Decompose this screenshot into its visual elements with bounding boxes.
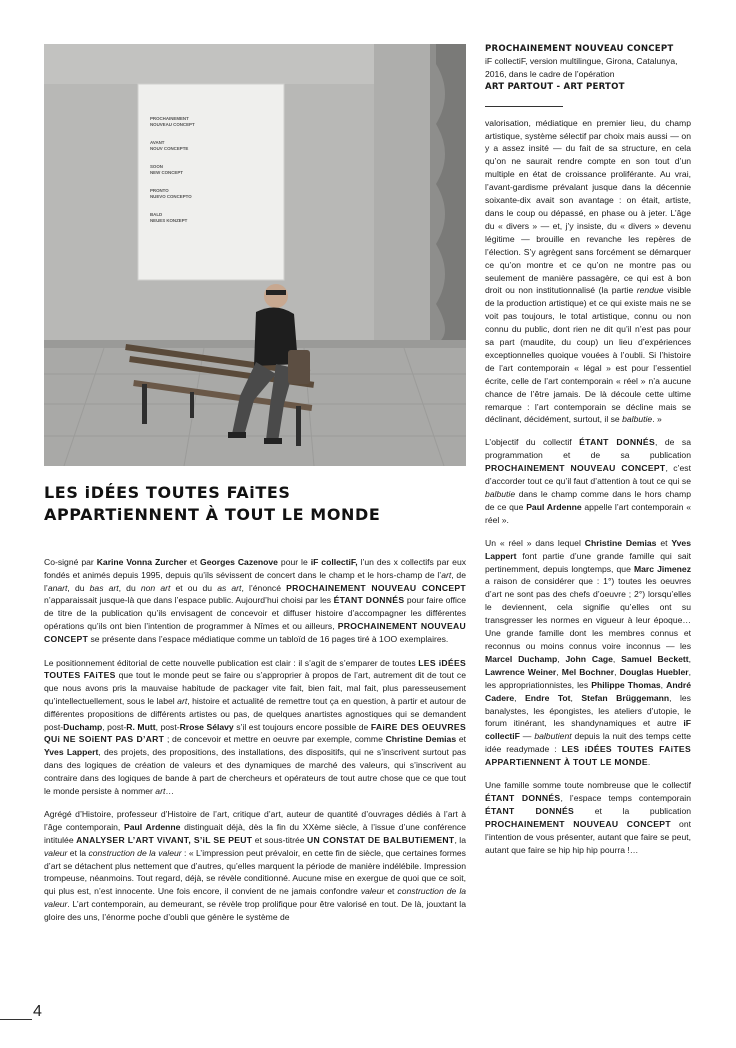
text-run: visible de la production artistique) et ce qui existe mais ne se voit pas toujours, le total artistique, connu ou non connu du public, dont rien ne dit qu’il n’est pas pour sa part (maudite, du coup) un lieu d’expériences exceptionnelles quoique vouées à l’oubli. Si l’histoire de l’art contemporain « légal » est pour l’essentiel écrite, celle de l’art contemporain « réel » n’a aucune chance de l’être jamais. De là découle cette ultime remarque : l’art contemporain se décline mais se déclinant, décidément, surtout, il se	[485, 285, 691, 425]
text-run: John Cage	[565, 653, 613, 664]
text-run: construction de la valeur	[88, 847, 182, 858]
text-run: n’apparaissait jusque-là que dans l’espace public. Aujourd’hui choisi par les	[44, 595, 334, 606]
text-run: ANALYSER L’ART ViVANT, S’iL SE PEUT	[76, 834, 253, 845]
text-run: ,	[570, 692, 582, 703]
text-run: a raison de considérer que : 1°) toutes les oeuvres d’art ne sont pas des chefs d’oeuvre ; 2°) lorsqu’elles le deviennent, cela signifie qu’elles ont su transgresser les normes en vigueur à leur époque… Une grande famille dont les membres connus et reconnus ou moins connus voire inconnus — les	[485, 576, 691, 651]
text-run: PROCHAINEMENT NOUVEAU CONCEPT	[44, 620, 466, 644]
caption-operation: ART PARTOUT - ART PERTOT	[485, 82, 625, 93]
text-run: Agrégé d’Histoire, professeur d’Histoire de l’art, critique d’art, auteur de quantité d’ouvrages dédiés à l’art à l’âge contemporain,	[44, 809, 466, 833]
text-run: et	[384, 886, 398, 897]
right-paragraph-4	[485, 779, 691, 856]
text-run: Lawrence Weiner	[485, 666, 557, 677]
right-paragraph-3	[485, 537, 691, 769]
text-run: bas art	[89, 582, 119, 593]
text-run: ÉTANT DONNÉS	[485, 792, 561, 803]
text-run: ÉTANT DONNÉS	[333, 595, 405, 606]
text-run: Mel Bochner	[561, 666, 615, 677]
text-run: construction de la valeur	[44, 886, 467, 909]
right-paragraph-2	[485, 436, 691, 526]
text-run: art	[441, 569, 452, 580]
text-run: ,	[556, 666, 562, 677]
text-run: , histoire et actualité de remettre tout ça en question, à partir et autour de différentes propositions de différents artistes ou pas, de quelques anartistes agnostiques qui se demandent post-	[44, 695, 466, 732]
text-run: ,	[514, 692, 525, 703]
text-run: et la publication	[574, 805, 691, 816]
text-run: . »	[652, 414, 662, 425]
svg-text:NEW CONCEPT: NEW CONCEPT	[150, 170, 183, 175]
text-run: Duchamp	[63, 721, 103, 732]
text-run: appelle l’art contemporain « réel ».	[485, 501, 692, 525]
text-run: que tout le monde peut se faire ou s’approprier à propos de l’art, autrement dit de tout ce que nous avons pris la mauvaise habitude de packager vite fait, bien fait, mal fait, plus paresseusement qu’intellectuellement, sous le label	[44, 670, 466, 706]
text-run: font partie d’une grande famille qui sait pertinemment, depuis longtemps, que	[485, 550, 691, 574]
text-run: Christine Demias	[385, 734, 457, 745]
text-run: as art	[217, 582, 242, 593]
poster	[138, 84, 284, 280]
text-run: s’il est toujours encore possible de	[233, 721, 371, 732]
text-run: Philippe Thomas	[591, 679, 661, 690]
text-run: —	[519, 731, 535, 742]
text-run: , post-	[102, 721, 127, 732]
text-run: pour faire office de titre de la publication qu’ils envisagent de concevoir et diffuser histoire d’accompagner les différentes opérations qu’ils ont bien l’intention de programmer à Nîmes et ou ailleurs,	[44, 595, 466, 631]
text-run: Karine Vonna Zurcher	[96, 557, 187, 567]
photo-illustration	[44, 44, 466, 466]
text-run: ,	[557, 653, 566, 664]
text-run: art	[177, 695, 188, 706]
text-run: FAiRE DES OEUVRES QUi NE SOiENT PAS D’ART	[44, 721, 466, 745]
text-run: , la	[454, 834, 466, 845]
text-run: et ou du	[170, 582, 218, 593]
text-run: Co-signé par	[44, 557, 97, 567]
svg-text:PRONTO: PRONTO	[150, 188, 169, 193]
headline-line-2: APPARTiENNENT À TOUT LE MONDE	[44, 505, 381, 524]
caption-text: iF collectiF, version multilingue, Girona, Catalunya, 2016, dans le cadre de l’opération	[485, 56, 678, 79]
left-paragraph-3	[44, 808, 466, 923]
text-run: balbutie	[485, 489, 516, 499]
svg-text:NEUES KONZEPT: NEUES KONZEPT	[150, 218, 188, 223]
svg-text:PROCHAINEMENT: PROCHAINEMENT	[150, 116, 189, 121]
text-run: , l’espace temps contemporain	[560, 792, 691, 803]
text-run: distinguait déjà, dès la fin du XXème siècle, à l’issue d’une conférence intitulée	[44, 822, 467, 845]
text-run: depuis la nuit des temps cette idée readymade :	[485, 731, 691, 755]
text-run: , du	[67, 582, 90, 593]
text-run: ont l’intention de vous présenter, autant que faire se peut, autant que faire se hip hip hip pourra !…	[485, 818, 691, 855]
text-run: PROCHAINEMENT NOUVEAU CONCEPT	[485, 818, 671, 829]
footer-rule	[0, 1019, 32, 1020]
text-run: , c’est d’accorder tout ce qu’il faut d’attention à tout ce qui se	[485, 463, 691, 487]
text-run: Endre Tot	[525, 692, 571, 703]
text-run: Douglas Huebler	[619, 666, 689, 677]
text-run: Yves Lappert	[485, 537, 691, 561]
text-run: valorisation, médiatique en premier lieu, du champ artistique, système sélectif par choix mais aussi — on y a assez insité — du fait de sa structure, en cela qu’on ne saurait rendre compte en son tout d’un multiple en état de croissance proliférante. Au vrai, l’avant-gardisme prévalant jusque dans la décennie soixante-dix avait son avantage : on était, artiste, dans le coup ou dépassé, en phase ou à jeter. L’âge du « divers » — et, j’y insiste, du « divers » devenu légitime — brouille en revanche les repères de l’élection. S’y agrègent sans forcément se démarquer ce qu’on montre et ce qu’on ne montre pas ou seulement de manière passagère, ce qui est à bon droit ou non institutionnalisé (la partie	[485, 117, 691, 296]
text-run: . L’art contemporain, au demeurant, se révèle trop prolifique pour être valorisé en tout. De là, jouxtant la gloire des uns, l’énorme poche d’oubli que génère le système de	[44, 898, 466, 922]
text-run: non art	[140, 582, 171, 593]
text-run: ; de concevoir et mettre en oeuvre par exemple, comme	[164, 734, 386, 745]
text-run: Paul Ardenne	[124, 822, 181, 833]
text-run: art	[155, 785, 166, 796]
text-run: , l’énoncé	[241, 582, 287, 593]
text-run: et	[186, 557, 201, 567]
cover-photograph	[44, 44, 466, 466]
text-run: ,	[660, 679, 667, 690]
text-run: ,	[612, 653, 622, 664]
text-run: , les banalystes, les épongistes, les ateliers d’utopie, le forum itinérant, les shandynamiques et autre	[485, 692, 691, 729]
text-run: pour le	[277, 557, 311, 567]
svg-text:NOUVEAU CONCEPT: NOUVEAU CONCEPT	[150, 122, 195, 127]
text-run: l’un des x collectifs par eux fondés et animés depuis 1995, depuis qu’ils sévissent de concert dans le champ et le hors-champ de l’	[44, 557, 467, 580]
left-paragraph-1	[44, 556, 466, 646]
text-run: LES iDÉES TOUTES FAiTES	[44, 657, 467, 681]
text-run: ÉTANT DONNÉS	[579, 437, 655, 448]
text-run: , du	[118, 582, 141, 593]
text-run: , les appropriationnistes, les	[485, 666, 692, 690]
text-run: rendue	[636, 285, 664, 296]
left-column	[44, 556, 466, 935]
text-run: ÉTANT DONNÉS	[485, 805, 575, 816]
left-paragraph-2	[44, 657, 466, 798]
text-run: ,	[688, 653, 691, 664]
text-run: Stefan Brüggemann	[581, 692, 670, 703]
photo-caption	[485, 42, 691, 94]
text-run: et	[656, 537, 672, 548]
svg-text:BALD: BALD	[150, 212, 163, 217]
text-run: Paul Ardenne	[526, 501, 582, 512]
text-run: se présente dans l’espace médiatique comme un tabloïd de 16 pages tiré à 1OO exemplaires.	[88, 633, 449, 644]
svg-text:NOUV CONCEPTE: NOUV CONCEPTE	[150, 146, 189, 151]
svg-text:NUEVO CONCEPTO: NUEVO CONCEPTO	[150, 194, 192, 199]
text-run: et sous-titrée	[252, 834, 308, 845]
text-run: iF collectiF,	[310, 557, 358, 567]
text-run: anart	[47, 582, 68, 593]
article-headline	[44, 482, 464, 526]
text-run: PROCHAINEMENT NOUVEAU CONCEPT	[485, 463, 666, 474]
text-run: Georges Cazenove	[200, 557, 278, 567]
text-run: LES iDÉES TOUTES FAiTES APPARTiENNENT À TOUT LE MONDE	[485, 744, 691, 768]
text-run: valeur	[360, 886, 385, 897]
text-run: , post-	[155, 721, 180, 732]
page-number: 4	[33, 1003, 42, 1020]
text-run: .	[647, 757, 651, 768]
right-column	[485, 42, 691, 866]
text-run: balbutie	[622, 414, 653, 425]
svg-text:AVANT: AVANT	[150, 140, 165, 145]
svg-text:SOON: SOON	[150, 164, 163, 169]
text-run: ,	[614, 666, 620, 677]
text-run: , de l’	[44, 569, 466, 593]
text-run: Un « réel » dans lequel	[485, 537, 585, 548]
text-run: UN CONSTAT DE BALBUTiEMENT	[307, 834, 455, 845]
text-run: R. Mutt	[126, 721, 156, 732]
text-run: , de sa programmation et de sa publication	[485, 437, 691, 461]
text-run: balbutient	[534, 731, 572, 742]
text-run: Marc Jimenez	[633, 563, 691, 574]
headline-line-1: LES iDÉES TOUTES FAiTES	[44, 483, 291, 502]
text-run: PROCHAINEMENT NOUVEAU CONCEPT	[286, 582, 466, 593]
text-run: …	[165, 785, 174, 796]
text-run: et	[456, 734, 466, 745]
text-run: Samuel Beckett	[621, 653, 689, 664]
text-run: Christine Demias	[584, 537, 657, 548]
text-run: iF collectiF	[485, 718, 691, 742]
text-run: Le positionnement éditorial de cette nouvelle publication est clair : il s’agit de s’emparer de toutes	[44, 657, 419, 668]
caption-title: PROCHAINEMENT NOUVEAU CONCEPT	[485, 44, 674, 54]
text-run: L’objectif du collectif	[485, 437, 580, 448]
text-run: André Cadere	[485, 679, 691, 703]
text-run: : « L’impression peut prévaloir, en cette fin de siècle, que certaines formes d’art se détachent plus nettement que d’autres, qu’elles marquent la période de manière indélébile. Impression trompeuse, néanmoins. Tout regard, déjà, se révèle conditionné. Aucune mise en exergue de quoi que ce soit, qui plus est, n’est innocente. Une fois encore, il convient de ne jamais confondre	[44, 847, 466, 897]
right-paragraph-1	[485, 117, 691, 427]
text-run: Rrose Sélavy	[179, 721, 234, 732]
caption-divider	[485, 106, 563, 107]
text-run: Marcel Duchamp	[485, 653, 558, 664]
text-run: Une famille somme toute nombreuse que le collectif	[485, 780, 691, 791]
text-run: , des projets, des propositions, des installations, des dispositifs, qui ne s’inscrivent surtout pas dans des logiques de création de valeurs et des dynamiques de marché des valeurs, qui s’inscrivent au contraire dans des logiques de bande à part de chercheurs et opérateurs de tout autre chose que ce que tout le monde persiste à nommer	[44, 747, 467, 796]
text-run: et la	[67, 847, 89, 858]
text-run: Yves Lappert	[44, 747, 99, 758]
text-run: valeur	[44, 847, 68, 858]
text-run: dans le champ comme dans le hors champ de ce que	[485, 489, 691, 512]
